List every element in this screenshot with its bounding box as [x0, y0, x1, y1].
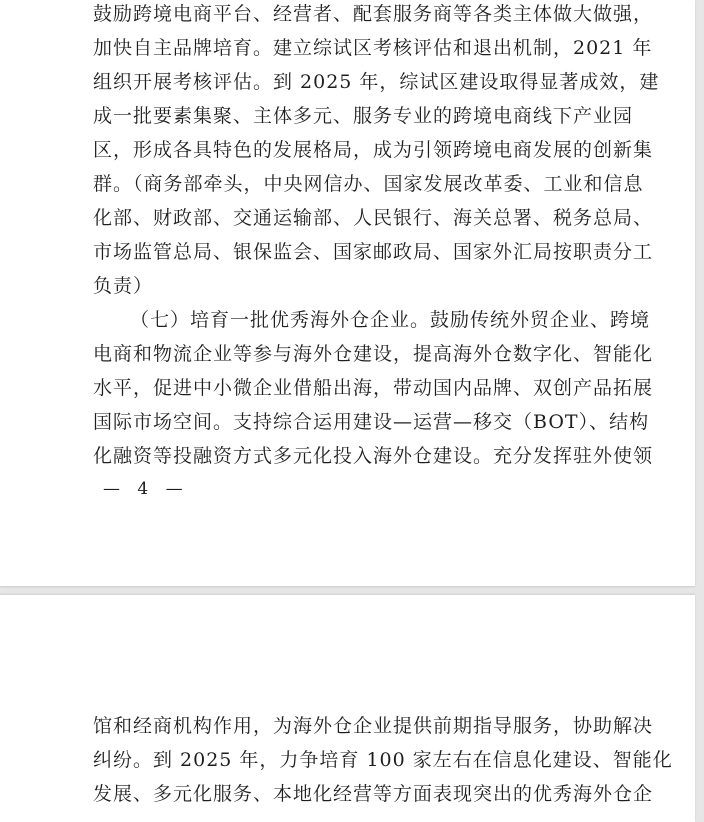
text-line: 馆和经商机构作用，为海外仓企业提供前期指导服务，协助解决	[93, 715, 654, 737]
page-number: — 4 —	[103, 479, 189, 499]
text-line: 化融资等投融资方式多元化投入海外仓建设。充分发挥驻外使领	[93, 445, 654, 467]
text-line: 市场监管总局、银保监会、国家邮政局、国家外汇局按职责分工	[93, 241, 654, 263]
text-line: 水平，促进中小微企业借船出海，带动国内品牌、双创产品拓展	[93, 377, 654, 399]
text-line: 群。（商务部牵头，中央网信办、国家发展改革委、工业和信息	[93, 173, 644, 195]
text-line: 鼓励跨境电商平台、经营者、配套服务商等各类主体做大做强，	[93, 3, 654, 25]
text-line: 纠纷。到 2025 年，力争培育 100 家左右在信息化建设、智能化	[93, 749, 673, 771]
text-line: 国际市场空间。支持综合运用建设—运营—移交（BOT）、结构	[93, 411, 650, 433]
text-line: 发展、多元化服务、本地化经营等方面表现突出的优秀海外仓企	[93, 783, 654, 805]
section-heading-line: （七）培育一批优秀海外仓企业。鼓励传统外贸企业、跨境	[130, 309, 651, 331]
text-line: 组织开展考核评估。到 2025 年，综试区建设取得显著成效，建	[93, 71, 660, 93]
text-line: 电商和物流企业等参与海外仓建设，提高海外仓数字化、智能化	[93, 343, 654, 365]
text-line: 区，形成各具特色的发展格局，成为引领跨境电商发展的创新集	[93, 139, 654, 161]
text-line: 成一批要素集聚、主体多元、服务专业的跨境电商线下产业园	[93, 105, 634, 127]
text-line: 加快自主品牌培育。建立综试区考核评估和退出机制，2021 年	[93, 37, 653, 59]
text-line: 负责）	[93, 275, 154, 297]
document-page-2	[0, 595, 695, 822]
text-line: 化部、财政部、交通运输部、人民银行、海关总署、税务总局、	[93, 207, 654, 229]
